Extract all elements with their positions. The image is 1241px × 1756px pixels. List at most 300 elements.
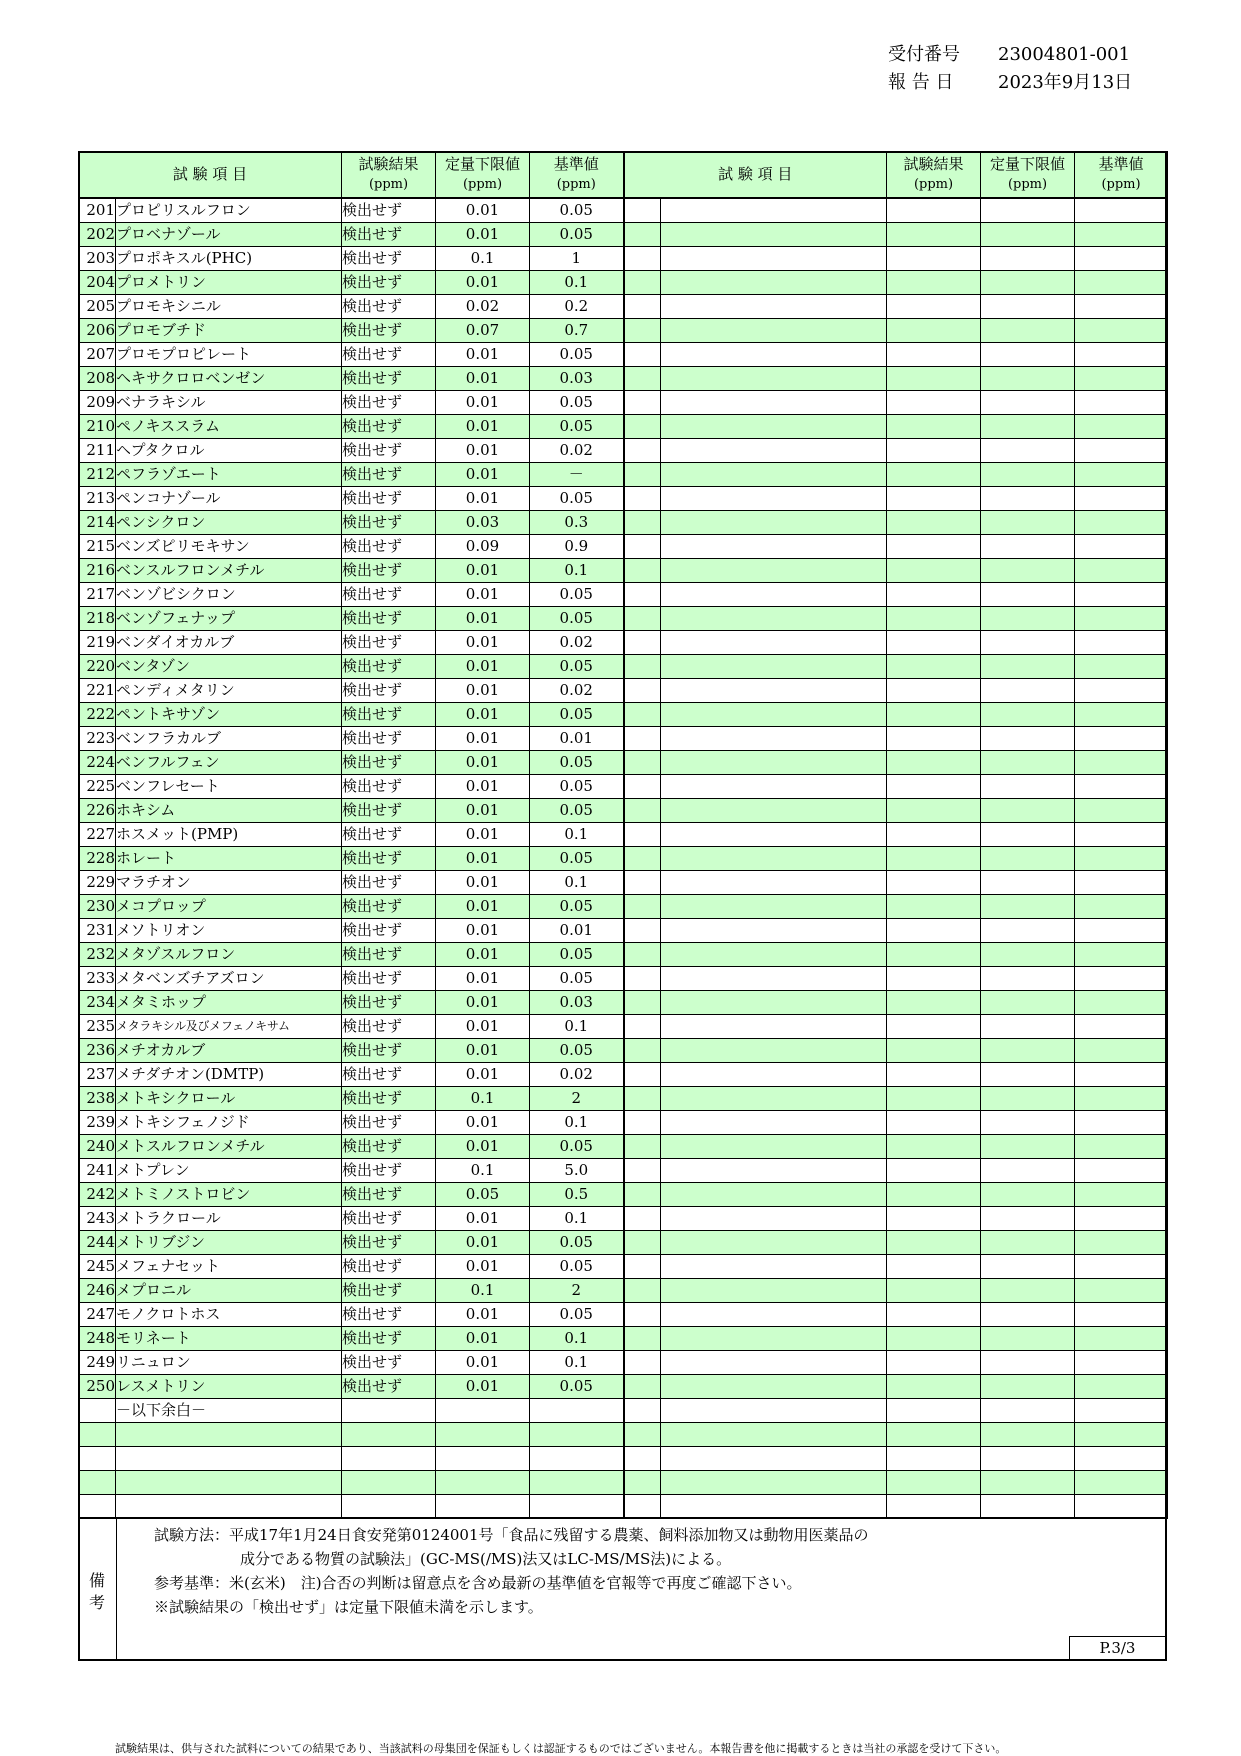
item-result-right [887,751,981,775]
item-result-right [887,583,981,607]
item-standard-right [1075,247,1168,271]
item-standard: 0.1 [530,1207,624,1231]
item-number: 217 [79,583,116,607]
item-standard: 0.05 [530,223,624,247]
col-result-header: 試験結果 (ppm) [342,152,436,199]
item-loq-right [981,751,1075,775]
item-standard-right [1075,1471,1168,1495]
item-name: プロモブチド [116,319,342,343]
item-result-right [887,198,981,223]
item-name [116,1423,342,1447]
item-standard: 0.1 [530,1111,624,1135]
item-result-right [887,1375,981,1399]
item-name: メトプレン [116,1159,342,1183]
item-result-right [887,895,981,919]
item-standard: 0.02 [530,679,624,703]
item-standard-right [1075,895,1168,919]
item-loq-right [981,1375,1075,1399]
item-result: 検出せず [342,1351,436,1375]
item-loq-right [981,535,1075,559]
item-name-right [661,727,887,751]
item-result: 検出せず [342,1231,436,1255]
item-loq [436,1399,530,1423]
item-result: 検出せず [342,775,436,799]
item-standard-right [1075,1423,1168,1447]
item-name-right [661,1279,887,1303]
item-result-right [887,919,981,943]
table-row [79,1471,1168,1495]
item-number-right [624,967,661,991]
item-number: 219 [79,631,116,655]
item-loq: 0.09 [436,535,530,559]
item-standard: － [530,463,624,487]
item-standard-right [1075,1399,1168,1423]
item-loq: 0.01 [436,775,530,799]
item-standard: 0.05 [530,847,624,871]
item-loq: 0.02 [436,295,530,319]
item-name: メトスルフロンメチル [116,1135,342,1159]
item-loq-right [981,1351,1075,1375]
item-loq-right [981,919,1075,943]
item-loq-right [981,1087,1075,1111]
item-name-right [661,295,887,319]
table-row [79,1279,1168,1303]
item-result: 検出せず [342,919,436,943]
item-name-right [661,367,887,391]
item-name: プロピリスルフロン [116,198,342,223]
item-number: 240 [79,1135,116,1159]
item-number-right [624,751,661,775]
item-standard: 0.05 [530,751,624,775]
item-standard: 0.1 [530,1351,624,1375]
item-standard: 2 [530,1087,624,1111]
item-number-right [624,343,661,367]
item-name-right [661,703,887,727]
item-loq-right [981,198,1075,223]
item-loq: 0.01 [436,1207,530,1231]
item-result: 検出せず [342,1159,436,1183]
item-loq-right [981,463,1075,487]
item-number [79,1399,116,1423]
item-standard-right [1075,295,1168,319]
item-number: 204 [79,271,116,295]
item-loq: 0.01 [436,1231,530,1255]
item-standard-right [1075,631,1168,655]
item-name-right [661,655,887,679]
item-name-right [661,1183,887,1207]
item-name: メトキシフェノジド [116,1111,342,1135]
col-item-header-right: 試 験 項 目 [624,152,887,199]
table-row [79,823,1168,847]
item-number-right [624,319,661,343]
item-standard: 0.05 [530,1375,624,1399]
item-loq: 0.07 [436,319,530,343]
item-result: 検出せず [342,535,436,559]
item-loq-right [981,1111,1075,1135]
item-number-right [624,583,661,607]
item-number-right [624,198,661,223]
table-row [79,559,1168,583]
item-standard: 1 [530,247,624,271]
item-number: 224 [79,751,116,775]
item-number-right [624,1255,661,1279]
item-standard-right [1075,439,1168,463]
item-loq: 0.01 [436,198,530,223]
item-name [116,1495,342,1519]
item-result-right [887,1087,981,1111]
item-number: 238 [79,1087,116,1111]
item-standard-right [1075,1375,1168,1399]
item-name: ペンシクロン [116,511,342,535]
item-loq: 0.01 [436,1255,530,1279]
item-standard: 0.05 [530,487,624,511]
item-standard: 5.0 [530,1159,624,1183]
item-result-right [887,799,981,823]
item-result: 検出せず [342,703,436,727]
item-number-right [624,1447,661,1471]
item-name: プロメトリン [116,271,342,295]
item-result: 検出せず [342,1207,436,1231]
item-number-right [624,991,661,1015]
item-result: 検出せず [342,631,436,655]
item-standard: 0.7 [530,319,624,343]
item-number: 214 [79,511,116,535]
item-standard: 0.1 [530,271,624,295]
item-standard-right [1075,1255,1168,1279]
item-standard-right [1075,198,1168,223]
item-standard: 0.1 [530,823,624,847]
item-standard-right [1075,1087,1168,1111]
item-loq: 0.01 [436,799,530,823]
item-result-right [887,1159,981,1183]
item-number-right [624,1495,661,1519]
item-standard-right [1075,703,1168,727]
item-loq-right [981,271,1075,295]
item-loq-right [981,511,1075,535]
report-label: 報 告 日 [888,72,954,93]
table-row [79,247,1168,271]
item-standard-right [1075,1063,1168,1087]
item-result-right [887,367,981,391]
item-result: 検出せず [342,559,436,583]
item-loq-right [981,1183,1075,1207]
item-name: ベンスルフロンメチル [116,559,342,583]
table-row [79,535,1168,559]
item-loq-right [981,415,1075,439]
item-result: 検出せず [342,751,436,775]
item-result: 検出せず [342,295,436,319]
table-row [79,1375,1168,1399]
item-standard: 0.02 [530,1063,624,1087]
item-number: 215 [79,535,116,559]
table-row [79,583,1168,607]
item-standard: 0.01 [530,727,624,751]
item-loq: 0.1 [436,1279,530,1303]
item-name-right [661,1423,887,1447]
remarks-line-3: 参考基準：米(玄米) 注)合否の判断は留意点を含め最新の基準値を官報等で再度ご確認下さい。 [154,1574,802,1592]
item-loq-right [981,559,1075,583]
item-number-right [624,1351,661,1375]
item-standard: 0.05 [530,607,624,631]
item-standard-right [1075,823,1168,847]
item-name-right [661,223,887,247]
table-row [79,1255,1168,1279]
item-number: 246 [79,1279,116,1303]
table-row [79,895,1168,919]
table-row [79,415,1168,439]
receipt-number [888,44,1130,66]
item-number: 205 [79,295,116,319]
item-result-right [887,1423,981,1447]
item-name-right [661,343,887,367]
item-number: 216 [79,559,116,583]
remarks-label-cell [80,1518,117,1659]
item-loq: 0.1 [436,1159,530,1183]
item-result-right [887,1207,981,1231]
item-name-right [661,895,887,919]
item-name: ベンゾビシクロン [116,583,342,607]
item-number: 245 [79,1255,116,1279]
item-result [342,1447,436,1471]
table-row [79,991,1168,1015]
item-name-right [661,679,887,703]
item-name: レスメトリン [116,1375,342,1399]
item-loq-right [981,1399,1075,1423]
item-result: 検出せず [342,1303,436,1327]
item-number-right [624,271,661,295]
table-row [79,367,1168,391]
table-row [79,703,1168,727]
item-number-right [624,247,661,271]
table-header [79,152,1168,199]
item-result: 検出せず [342,967,436,991]
item-loq-right [981,343,1075,367]
item-result: 検出せず [342,1039,436,1063]
item-number-right [624,1111,661,1135]
item-name-right [661,967,887,991]
item-result: 検出せず [342,511,436,535]
item-name-right [661,271,887,295]
item-name: プロモプロピレート [116,343,342,367]
item-loq-right [981,607,1075,631]
item-number-right [624,727,661,751]
item-number: 236 [79,1039,116,1063]
item-loq-right [981,247,1075,271]
item-loq-right [981,1423,1075,1447]
item-result: 検出せず [342,391,436,415]
item-name [116,1471,342,1495]
item-number-right [624,439,661,463]
item-number: 228 [79,847,116,871]
item-standard-right [1075,463,1168,487]
item-result-right [887,1063,981,1087]
item-name-right [661,607,887,631]
item-standard: 0.05 [530,391,624,415]
item-loq-right [981,1255,1075,1279]
item-standard-right [1075,535,1168,559]
item-result: 検出せず [342,415,436,439]
item-standard: 0.05 [530,799,624,823]
item-standard [530,1471,624,1495]
item-name-right [661,1375,887,1399]
item-name-right [661,847,887,871]
item-loq [436,1423,530,1447]
item-standard-right [1075,967,1168,991]
item-number: 212 [79,463,116,487]
item-loq-right [981,1231,1075,1255]
item-number-right [624,1207,661,1231]
item-number-right [624,1423,661,1447]
item-standard-right [1075,511,1168,535]
item-name: メチダチオン(DMTP) [116,1063,342,1087]
item-loq-right [981,487,1075,511]
item-standard [530,1423,624,1447]
item-name [116,1447,342,1471]
remarks-label: 備考 [88,1571,105,1612]
item-standard: 0.05 [530,583,624,607]
item-number-right [624,1279,661,1303]
item-loq: 0.01 [436,1063,530,1087]
table-row [79,1087,1168,1111]
item-standard-right [1075,1303,1168,1327]
item-result: 検出せず [342,463,436,487]
item-result: 検出せず [342,247,436,271]
item-name: ホキシム [116,799,342,823]
item-number [79,1471,116,1495]
table-row [79,1327,1168,1351]
receipt-value: 23004801-001 [998,44,1131,65]
item-number-right [624,367,661,391]
item-name-right [661,823,887,847]
item-loq-right [981,655,1075,679]
item-result: 検出せず [342,847,436,871]
table-row [79,271,1168,295]
item-name: メタゾスルフロン [116,943,342,967]
item-name-right [661,439,887,463]
item-result: 検出せず [342,1183,436,1207]
item-name: ベンフレセート [116,775,342,799]
item-result-right [887,967,981,991]
item-result [342,1399,436,1423]
item-name-right [661,1495,887,1519]
item-number: 220 [79,655,116,679]
item-name: メトミノストロビン [116,1183,342,1207]
item-number-right [624,391,661,415]
item-result: 検出せず [342,223,436,247]
item-result-right [887,655,981,679]
item-name-right [661,799,887,823]
item-standard: 0.05 [530,775,624,799]
item-loq-right [981,583,1075,607]
item-loq: 0.01 [436,1135,530,1159]
item-name: ペフラゾエート [116,463,342,487]
item-result-right [887,295,981,319]
item-loq-right [981,1327,1075,1351]
item-number: 239 [79,1111,116,1135]
item-number: 242 [79,1183,116,1207]
item-number-right [624,1471,661,1495]
item-loq-right [981,1015,1075,1039]
item-number: 223 [79,727,116,751]
item-name: マラチオン [116,871,342,895]
item-result: 検出せず [342,1279,436,1303]
item-name: ペノキススラム [116,415,342,439]
item-name: メプロニル [116,1279,342,1303]
item-standard: 0.01 [530,919,624,943]
item-name-right [661,871,887,895]
item-name: ベンフルフェン [116,751,342,775]
col-item-header: 試 験 項 目 [79,152,342,199]
item-name-right [661,583,887,607]
item-loq-right [981,967,1075,991]
table-row [79,1495,1168,1519]
item-result-right [887,271,981,295]
report-value: 2023年9月13日 [998,72,1133,93]
item-result-right [887,679,981,703]
item-number-right [624,1183,661,1207]
item-result: 検出せず [342,1255,436,1279]
table-row [79,343,1168,367]
item-standard-right [1075,1207,1168,1231]
table-row [79,655,1168,679]
item-standard: 0.05 [530,895,624,919]
item-loq-right [981,319,1075,343]
item-standard: 0.03 [530,367,624,391]
table-row [79,967,1168,991]
item-name: プロポキスル(PHC) [116,247,342,271]
item-number: 237 [79,1063,116,1087]
table-row [79,679,1168,703]
remarks-box [78,1517,1167,1661]
item-number: 226 [79,799,116,823]
item-number: 248 [79,1327,116,1351]
item-standard: 0.05 [530,1255,624,1279]
item-result: 検出せず [342,1135,436,1159]
item-loq: 0.01 [436,1039,530,1063]
item-loq-right [981,799,1075,823]
item-standard-right [1075,319,1168,343]
item-result: 検出せず [342,799,436,823]
item-loq: 0.01 [436,679,530,703]
item-standard: 0.2 [530,295,624,319]
item-number-right [624,679,661,703]
item-loq-right [981,1279,1075,1303]
item-standard-right [1075,1231,1168,1255]
item-number-right [624,1327,661,1351]
item-loq-right [981,823,1075,847]
table-row [79,607,1168,631]
table-row [79,463,1168,487]
item-standard-right [1075,415,1168,439]
table-row [79,919,1168,943]
item-result-right [887,511,981,535]
item-number-right [624,1159,661,1183]
table-row [79,871,1168,895]
item-loq: 0.01 [436,1351,530,1375]
item-number-right [624,535,661,559]
item-result-right [887,1303,981,1327]
item-loq-right [981,991,1075,1015]
item-standard-right [1075,559,1168,583]
item-number-right [624,415,661,439]
item-name-right [661,1303,887,1327]
item-name: ホレート [116,847,342,871]
table-row [79,1015,1168,1039]
item-loq: 0.03 [436,511,530,535]
item-number: 243 [79,1207,116,1231]
item-number-right [624,655,661,679]
item-loq: 0.01 [436,391,530,415]
